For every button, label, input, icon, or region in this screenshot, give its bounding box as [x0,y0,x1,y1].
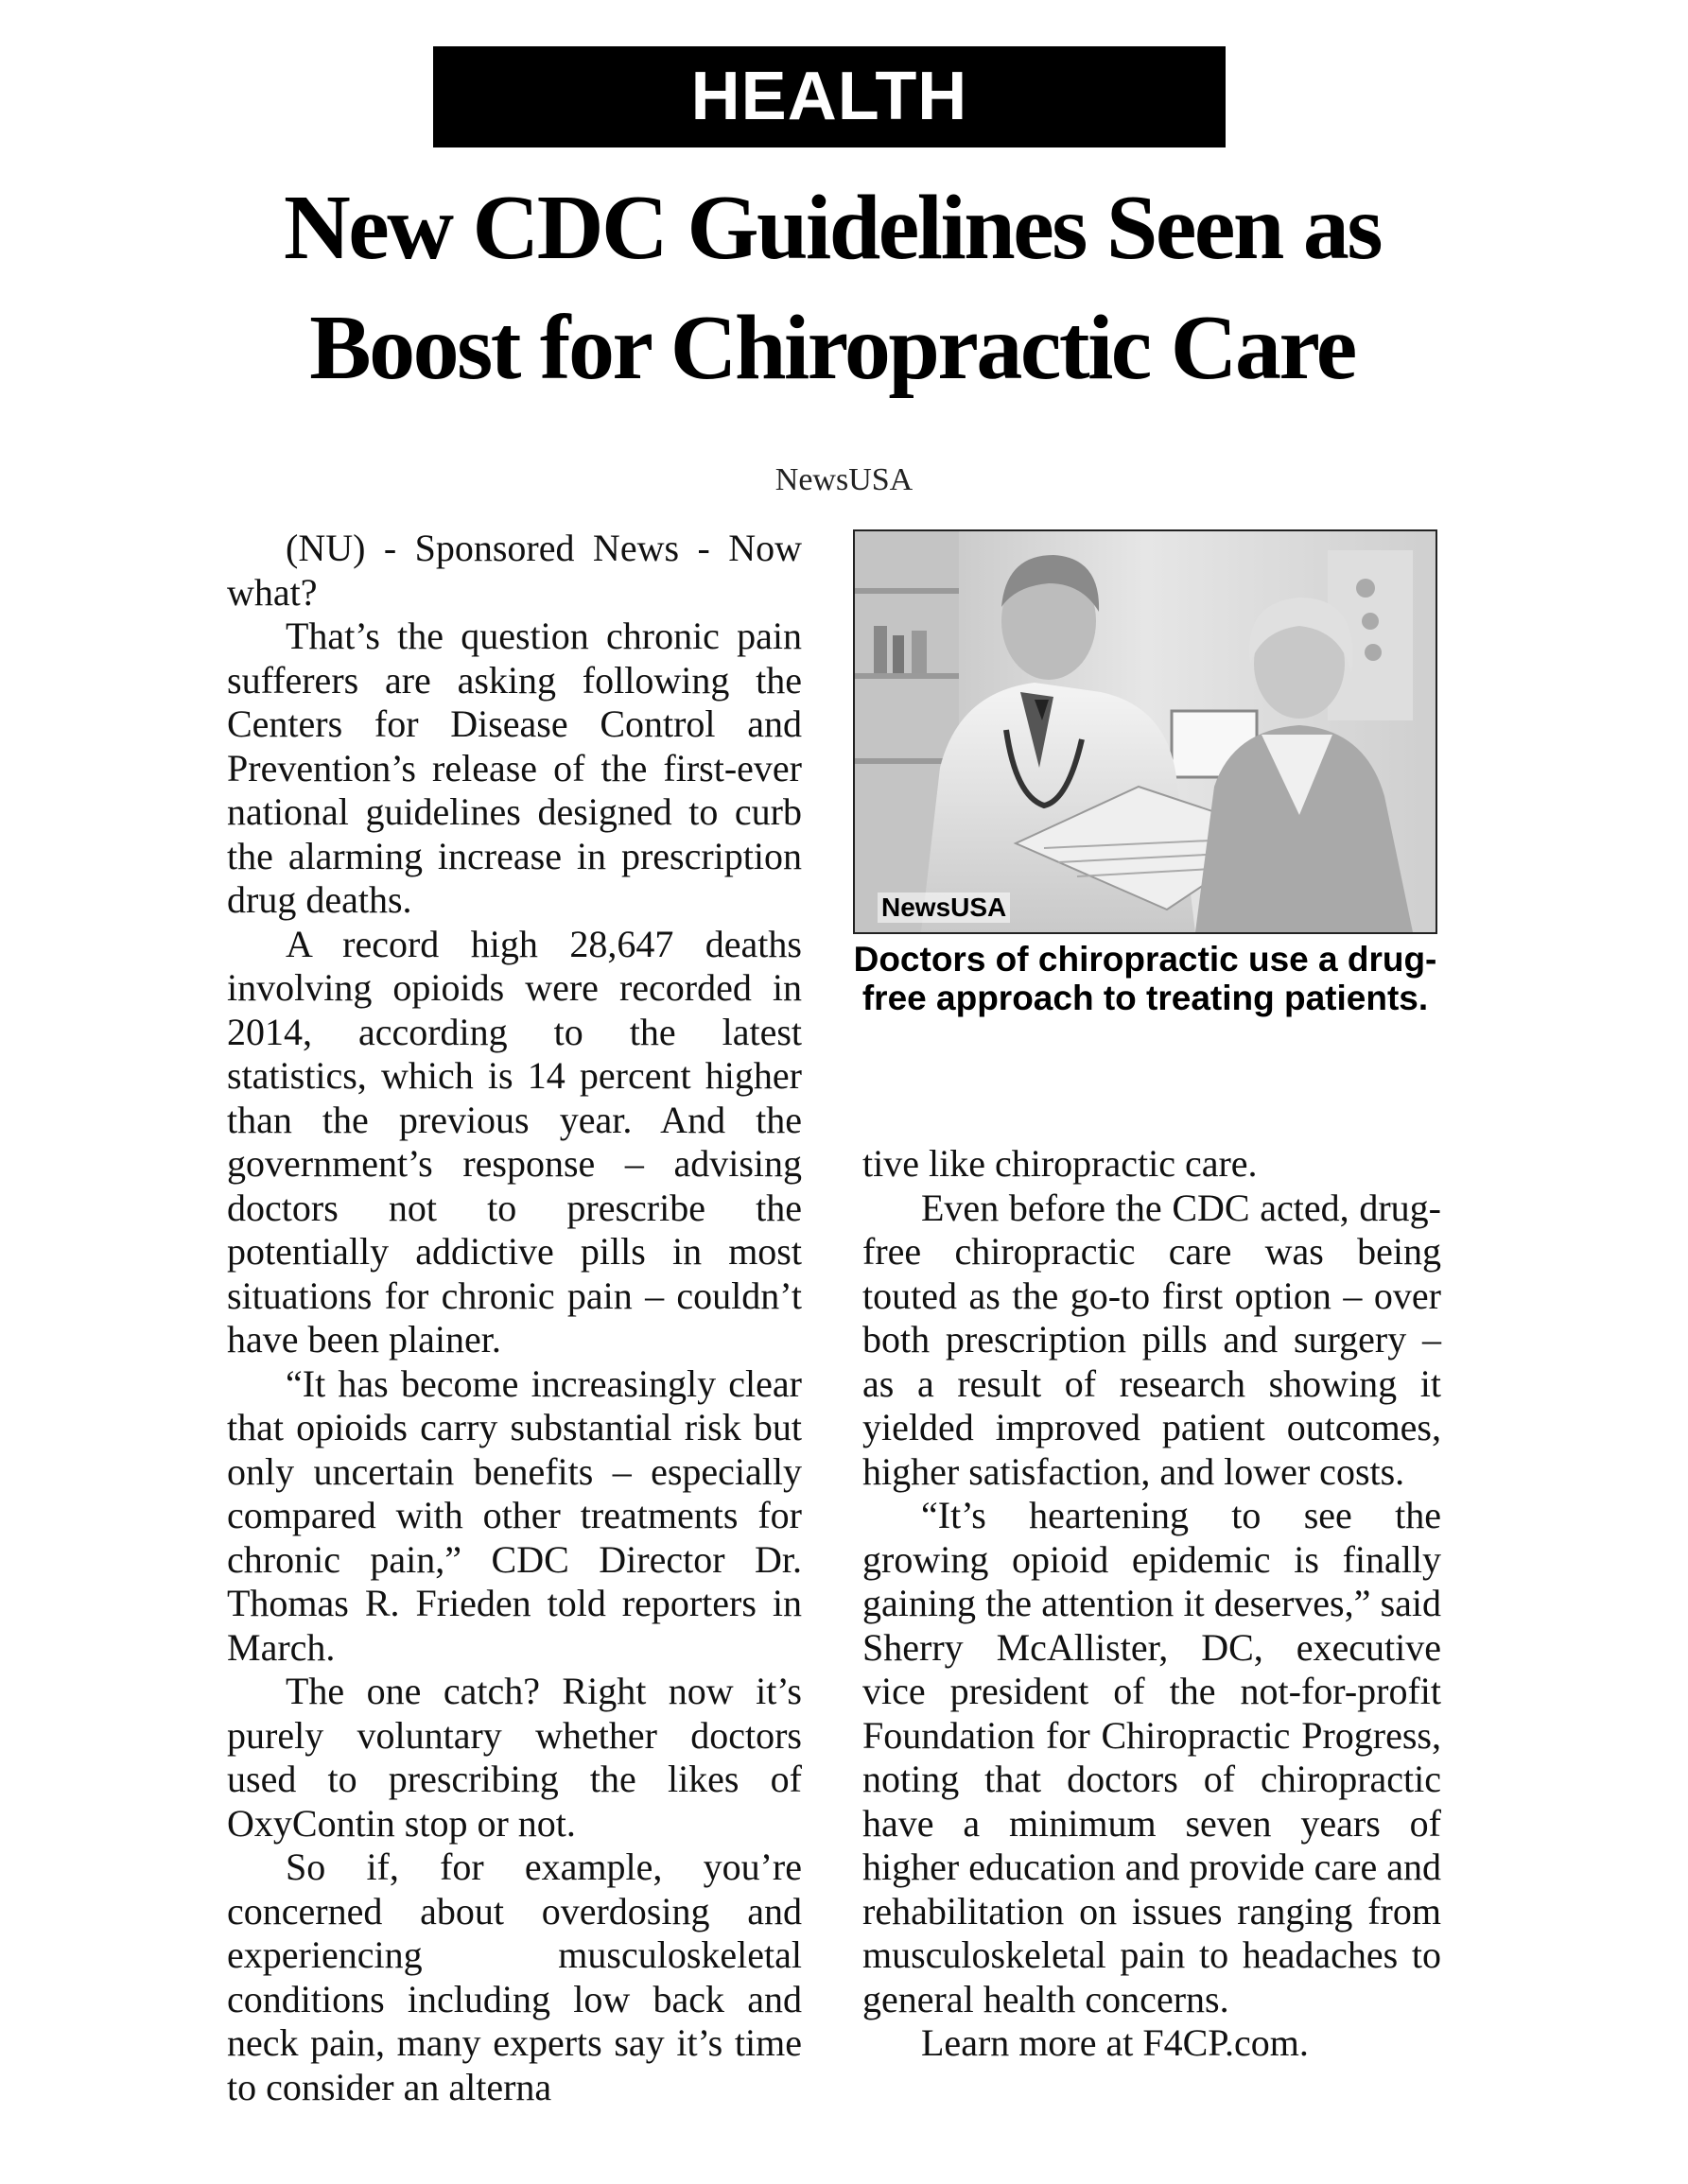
paragraph: Learn more at F4CP.com. [921,2021,1309,2064]
paragraph: “It’s heartening to see the growing opioid epidemic is finally gaining the attention it deserves,” said Sherry McAllister, DC, executive vice president of the not-for-profit Foundation for Chiropractic Progress, noting that doctors of chiropractic have a minimum seven years of higher education and provide care and rehabilitation on issues ranging from musculoskeletal pain to headaches to general health concerns. [862,1494,1441,2020]
paragraph: tive like chiropractic care. [862,1142,1258,1185]
paragraph: The one catch? Right now it’s purely voluntary whether doctors used to prescribing the likes of OxyContin stop or not. [227,1670,802,1845]
paragraph: (NU) - Sponsored News - Now what? [227,527,802,614]
paragraph: So if, for example, you’re concerned about overdosing and experiencing musculoskeletal conditions including low back and neck pain, many experts say it’s time to consider an alterna [227,1846,802,2108]
photo-credit: NewsUSA [878,893,1010,923]
article-photo [853,529,1437,934]
doctor-patient-illustration [855,531,1436,932]
article-left-column [227,527,802,2109]
paragraph: That’s the question chronic pain sufferers are asking following the Centers for Disease Control and Prevention’s release of the first-ever national guidelines designed to curb the alarming increase in prescription drug deaths. [227,615,802,921]
headline-line-2: Boost for Chiropractic Care [309,297,1355,399]
article-right-column [862,1142,1441,2066]
byline: NewsUSA [774,462,914,497]
headline-line-1: New CDC Guidelines Seen as [283,177,1382,279]
paragraph: Even before the CDC acted, drug-free chiropractic care was being touted as the go-to first option – over both prescription pills and surgery – as a result of research showing it yielded improved patient outcomes, higher satisfaction, and lower costs. [862,1186,1441,1493]
paragraph: A record high 28,647 deaths involving opioids were recorded in 2014, according to the latest statistics, which is 14 percent higher than the previous year. And the government’s response – advising doctors not to prescribe the potentially addictive pills in most situations for chronic pain – couldn’t have been plainer. [227,922,802,1361]
paragraph: “It has become increasingly clear that opioids carry substantial risk but only uncertain benefits – especially compared with other treatments for chronic pain,” CDC Director Dr. Thomas R. Frieden told reporters in March. [227,1361,802,1669]
photo-caption: Doctors of chiropractic use a drug-free approach to treating patients. [853,940,1437,1017]
article-headline [142,168,1523,408]
section-banner: HEALTH [433,46,1226,147]
